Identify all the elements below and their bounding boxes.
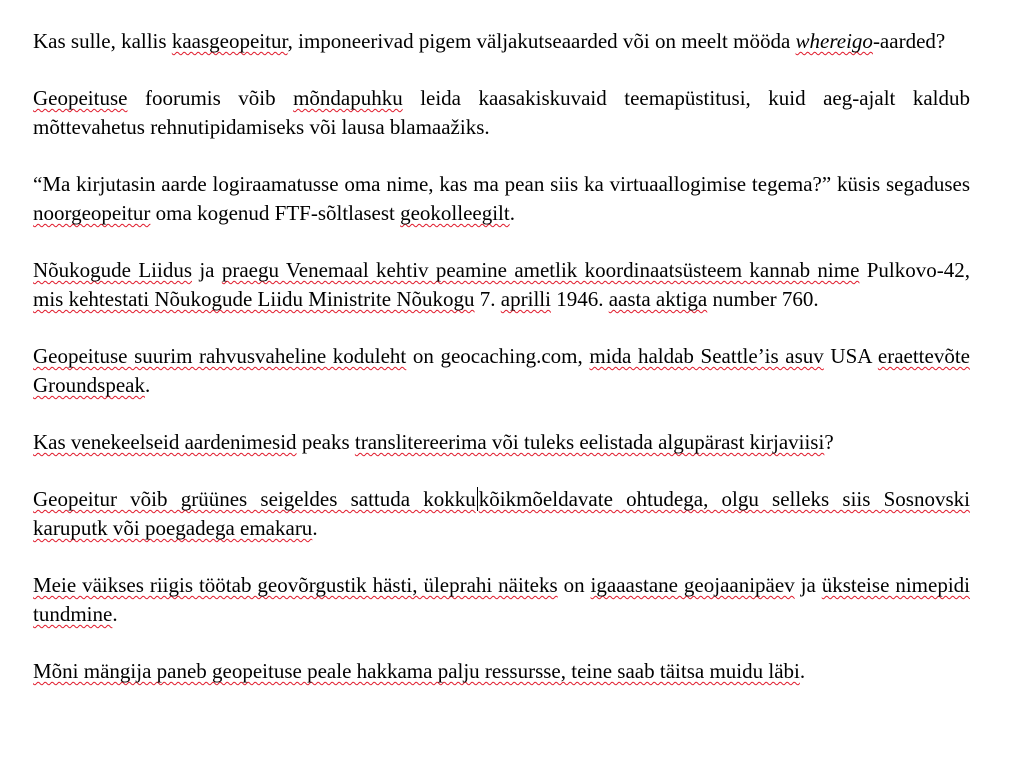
text-run: 7. (474, 287, 501, 311)
text-run: -aarded? (872, 29, 946, 53)
misspelled-word[interactable]: Meie väikses riigis töötab geovõrgustik hästi, üleprahi näiteks (33, 573, 558, 597)
text-run: . (312, 516, 318, 540)
text-run: on (557, 573, 591, 597)
text-run: . (509, 201, 515, 225)
text-run: on geocaching.com, (406, 344, 590, 368)
misspelled-word[interactable]: aasta aktiga (608, 287, 708, 311)
text-run: peaks (296, 430, 355, 454)
paragraph-8[interactable] (33, 571, 970, 629)
text-run: “Ma kirjutasin aarde logiraamatusse oma nime, kas ma pean siis ka virtuaallogimise tegema?” küsis segaduses (33, 172, 970, 196)
misspelled-word[interactable]: praegu Venemaal kehtiv peamine ametlik koordinaatsüsteem kannab nime (221, 258, 860, 282)
text-run: 1946. (550, 287, 609, 311)
text-run: . (112, 602, 118, 626)
misspelled-word[interactable]: aprilli (500, 287, 551, 311)
text-run: . (144, 373, 151, 397)
misspelled-word[interactable]: geokolleegilt (400, 201, 510, 225)
misspelled-word[interactable]: Kas venekeelseid aardenimesid (33, 430, 297, 454)
text-run: oma kogenud FTF-sõltlasest (150, 201, 401, 225)
misspelled-word[interactable]: Geopeitur võib grüünes seigeldes sattuda kokku (33, 487, 476, 511)
misspelled-word[interactable]: kaasgeopeitur (171, 29, 288, 53)
misspelled-word[interactable]: mida haldab Seattle’is asuv (589, 344, 824, 368)
misspelled-word[interactable]: üksteise nimepidi tundmine (33, 573, 970, 626)
document-page[interactable] (33, 27, 970, 714)
text-cursor (477, 487, 478, 511)
paragraph-4[interactable] (33, 256, 970, 314)
misspelled-word[interactable]: mis kehtestati Nõukogude Liidu Ministrite Nõukogu (33, 287, 475, 311)
paragraph-3[interactable] (33, 170, 970, 228)
misspelled-word[interactable]: Mõni mängija paneb geopeituse peale hakkama palju ressursse, teine saab täitsa muidu läbi (33, 659, 800, 683)
misspelled-word[interactable]: eraettevõte Groundspeak (33, 344, 970, 397)
misspelled-word[interactable]: noorgeopeitur (33, 201, 151, 225)
text-run: foorumis võib (127, 86, 294, 110)
text-run: ja (794, 573, 822, 597)
paragraph-2[interactable] (33, 84, 970, 142)
text-run: . (799, 659, 806, 683)
text-run: ja (192, 258, 222, 282)
paragraph-5[interactable] (33, 342, 970, 400)
text-run: , imponeerivad pigem väljakutseaarded või on meelt mööda (287, 29, 796, 53)
misspelled-word[interactable]: Geopeituse (33, 86, 128, 110)
paragraph-1[interactable] (33, 27, 970, 56)
text-run: ? (824, 430, 834, 454)
misspelled-word[interactable]: kõikmõeldavate ohtudega, olgu selleks siis Sosnovski karuputk või poegadega emakaru (33, 487, 970, 540)
paragraph-9[interactable] (33, 657, 970, 686)
misspelled-word[interactable]: Geopeituse suurim rahvusvaheline koduleht (33, 344, 407, 368)
misspelled-word[interactable]: Nõukogude Liidus (33, 258, 192, 282)
text-run: leida kaasakiskuvaid teemapüstitusi, kuid aeg-ajalt kaldub mõttevahetus rehnutipidamiseks või lausa blamaažiks. (33, 86, 970, 139)
text-run: Kas sulle, kallis (33, 29, 172, 53)
misspelled-word[interactable]: igaaastane geojaanipäev (590, 573, 795, 597)
misspelled-word[interactable]: whereigo (795, 29, 873, 53)
paragraph-7[interactable] (33, 485, 970, 543)
misspelled-word[interactable]: mõndapuhku (293, 86, 403, 110)
text-run: number 760. (707, 287, 819, 311)
paragraph-6[interactable] (33, 428, 970, 457)
misspelled-word[interactable]: translitereerima või tuleks eelistada algupärast kirjaviisi (354, 430, 825, 454)
text-run: USA (823, 344, 878, 368)
text-run: Pulkovo-42, (859, 258, 970, 282)
